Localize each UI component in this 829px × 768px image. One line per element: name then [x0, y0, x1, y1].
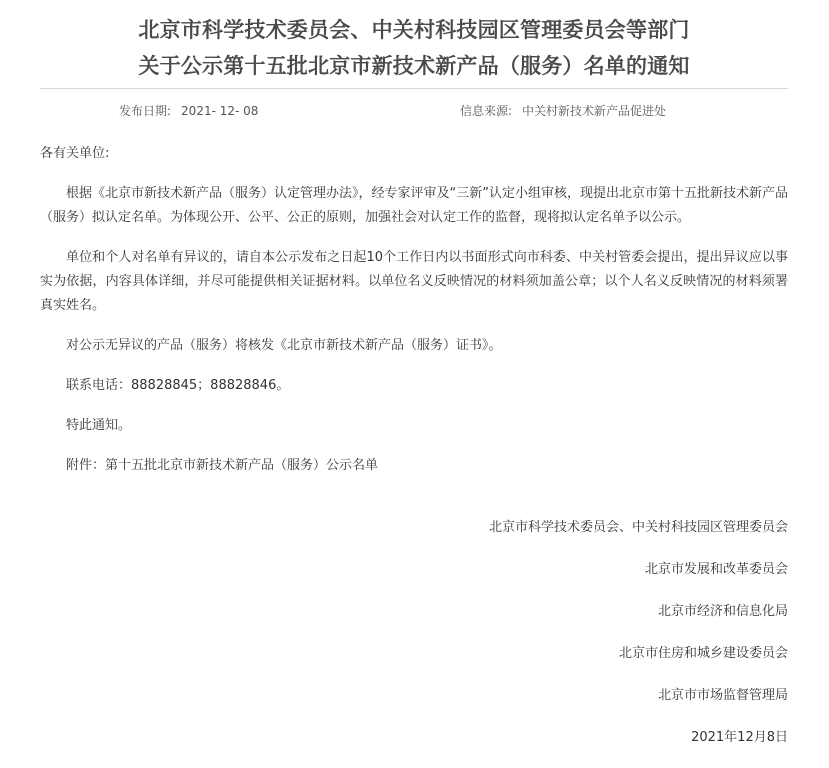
- sign-date: 2021年12月8日: [691, 730, 788, 745]
- signer-4: 北京市住房和城乡建设委员会: [618, 646, 788, 661]
- page-title: [40, 0, 788, 84]
- title-line-1: 北京市科学技术委员会、中关村科技园区管理委员会等部门: [138, 18, 690, 42]
- signer-5: 北京市市场监督管理局: [657, 688, 788, 703]
- publish-date: 2021- 12- 08: [181, 104, 259, 118]
- salutation: 各有关单位:: [40, 146, 110, 161]
- paragraph-objection: 单位和个人对名单有异议的，请自本公示发布之日起10个工作日内以书面形式向市科委、中关村管委会提出，提出异议应以事实为依据，内容具体详细，并尽可能提供相关证据材料。以单位名义反映情况的材料须加盖公章；以个人名义反映情况的材料须署真实姓名。: [40, 250, 788, 313]
- source-value: 中关村新技术新产品促进处: [522, 104, 667, 118]
- publish-label: 发布日期:: [119, 104, 172, 118]
- title-line-2: 关于公示第十五批北京市新技术新产品（服务）名单的通知: [138, 54, 690, 78]
- signer-2: 北京市发展和改革委员会: [644, 562, 788, 577]
- title-divider: [40, 88, 788, 89]
- paragraph-attachment: 附件：第十五批北京市新技术新产品（服务）公示名单: [66, 458, 379, 473]
- notice-page: [40, 0, 788, 758]
- notice-body: [40, 142, 788, 494]
- paragraph-certificate: 对公示无异议的产品（服务）将核发《北京市新技术新产品（服务）证书》。: [66, 338, 502, 353]
- meta-bar: [40, 101, 788, 121]
- source-label: 信息来源:: [460, 104, 513, 118]
- paragraph-basis: 根据《北京市新技术新产品（服务）认定管理办法》，经专家评审及“三新”认定小组审核，现提出北京市第十五批新技术新产品（服务）拟认定名单。为体现公开、公平、公正的原则，加强社会对认定工作的监督，现将拟认定名单予以公示。: [40, 186, 788, 225]
- publish-info: [119, 101, 258, 121]
- paragraph-closing: 特此通知。: [66, 418, 132, 433]
- signature-block: [40, 516, 788, 768]
- paragraph-contact: 联系电话：88828845；88828846。: [66, 378, 290, 393]
- source-info: [460, 101, 666, 121]
- signer-3: 北京市经济和信息化局: [657, 604, 788, 619]
- signer-1: 北京市科学技术委员会、中关村科技园区管理委员会: [488, 520, 788, 535]
